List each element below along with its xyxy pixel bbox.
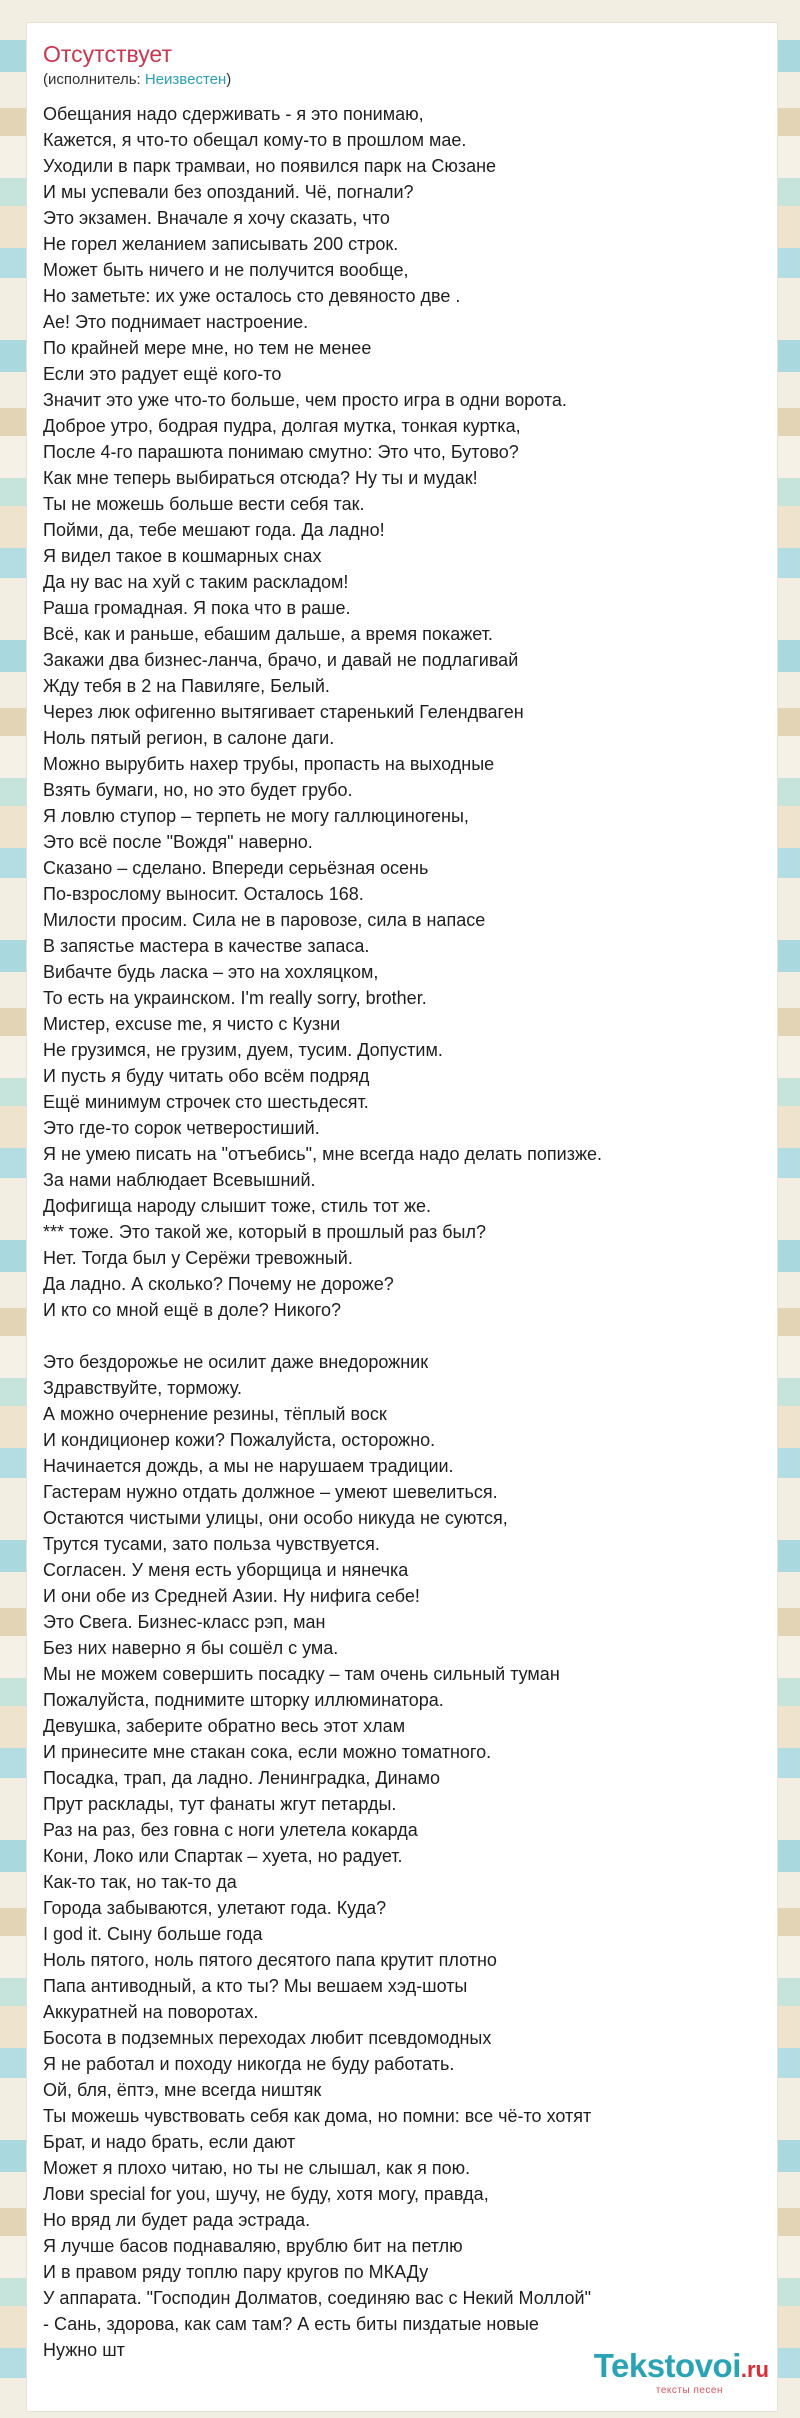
lyric-line: Брат, и надо брать, если дают [43,2132,296,2152]
lyric-line: Прут расклады, тут фанаты жгут петарды. [43,1794,397,1814]
lyric-line: Нужно шт [43,2340,125,2360]
lyric-line: Остаются чистыми улицы, они особо никуда не суются, [43,1508,508,1528]
lyric-line: Нет. Тогда был у Серёжи тревожный. [43,1248,353,1268]
logo-tld: .ru [740,2357,769,2382]
lyric-line: *** тоже. Это такой же, который в прошлый раз был? [43,1222,487,1242]
lyric-line: Папа антиводный, а кто ты? Мы вешаем хэд-шоты [43,1976,468,1996]
lyric-line: Всё, как и раньше, ебашим дальше, а время покажет. [43,624,493,644]
lyric-line: Босота в подземных переходах любит псевдомодных [43,2028,492,2048]
lyric-line: Может я плохо читаю, но ты не слышал, как я пою. [43,2158,471,2178]
lyric-line: У аппарата. "Господин Долматов, соединяю вас с Некий Моллой" [43,2288,591,2308]
lyric-line: Я не работал и походу никогда не буду работать. [43,2054,455,2074]
lyric-line: Аккуратней на поворотах. [43,2002,259,2022]
lyric-line: Дофигища народу слышит тоже, стиль тот же. [43,1196,432,1216]
lyric-line: Обещания надо сдерживать - я это понимаю, [43,104,424,124]
lyric-line: Да ну вас на хуй с таким раскладом! [43,572,349,592]
lyric-line: Это экзамен. Вначале я хочу сказать, что [43,208,390,228]
lyric-line: Уходили в парк трамваи, но появился парк на Сюзане [43,156,497,176]
lyric-line: Пойми, да, тебе мешают года. Да ладно! [43,520,385,540]
lyric-line: Значит это уже что-то больше, чем просто игра в одни ворота. [43,390,567,410]
lyric-line: Ноль пятого, ноль пятого десятого папа крутит плотно [43,1950,497,1970]
lyric-line: Это где-то сорок четверостиший. [43,1118,320,1138]
lyric-line: И принесите мне стакан сока, если можно томатного. [43,1742,492,1762]
lyric-line: То есть на украинском. I'm really sorry, brother. [43,988,427,1008]
logo-tagline: тексты песен [655,2385,723,2396]
lyric-line: Раша громадная. Я пока что в раше. [43,598,351,618]
lyric-line: И пусть я буду читать обо всём подряд [43,1066,370,1086]
lyrics-card [26,22,778,2412]
lyric-line: Города забываются, улетают года. Куда? [43,1898,387,1918]
lyric-line: И мы успевали без опозданий. Чё, погнали? [43,182,414,202]
lyric-line: Жду тебя в 2 на Павиляге, Белый. [43,676,330,696]
lyric-line: Но вряд ли будет рада эстрада. [43,2210,311,2230]
lyric-line: Я видел такое в кошмарных снах [43,546,322,566]
lyric-line: И они обе из Средней Азии. Ну нифига себе! [43,1586,420,1606]
lyric-line: Это всё после "Вождя" наверно. [43,832,313,852]
stanza [43,101,767,1323]
lyric-line: Мы не можем совершить посадку – там очень сильный туман [43,1664,560,1684]
lyric-line: В запястье мастера в качестве запаса. [43,936,370,956]
lyric-line: Здравствуйте, торможу. [43,1378,242,1398]
lyric-line: А можно очернение резины, тёплый воск [43,1404,387,1424]
lyric-line: Я ловлю ступор – терпеть не могу галлюциногены, [43,806,469,826]
lyric-line: Да ладно. А сколько? Почему не дороже? [43,1274,394,1294]
lyric-line: Это бездорожье не осилит даже внедорожник [43,1352,429,1372]
lyric-line: Ой, бля, ёптэ, мне всегда ништяк [43,2080,322,2100]
artist-line [43,70,231,90]
lyric-line: По-взрослому выносит. Осталось 168. [43,884,364,904]
lyric-line: Как мне теперь выбираться отсюда? Ну ты и мудак! [43,468,478,488]
artist-suffix: ) [226,71,232,88]
lyric-line: Через люк офигенно вытягивает старенький Гелендваген [43,702,524,722]
lyric-line: Взять бумаги, но, но это будет грубо. [43,780,353,800]
lyric-line: Я не умею писать на "отъебись", мне всегда надо делать попизже. [43,1144,603,1164]
lyric-line: Начинается дождь, а мы не нарушаем традиции. [43,1456,454,1476]
lyric-line: - Сань, здорова, как сам там? А есть биты пиздатые новые [43,2314,539,2334]
lyric-line: Ноль пятый регион, в салоне даги. [43,728,335,748]
lyrics [43,101,767,2389]
lyric-line: Можно вырубить нахер трубы, пропасть на выходные [43,754,495,774]
lyric-line: Ты не можешь больше вести себя так. [43,494,365,514]
lyric-line: Кажется, я что-то обещал кому-то в прошлом мае. [43,130,467,150]
lyric-line: Мистер, excuse me, я чисто с Кузни [43,1014,341,1034]
lyric-line: И кто со мной ещё в доле? Никого? [43,1300,342,1320]
lyric-line: Если это радует ещё кого-то [43,364,282,384]
site-logo[interactable] [594,2347,769,2397]
artist-prefix: (исполнитель: [43,71,145,88]
lyric-line: Не грузимся, не грузим, дуем, тусим. Допустим. [43,1040,443,1060]
lyric-line: Как-то так, но так-то да [43,1872,237,1892]
lyric-line: Гастерам нужно отдать должное – умеют шевелиться. [43,1482,498,1502]
lyric-line: По крайней мере мне, но тем не менее [43,338,372,358]
lyric-line: Трутся тусами, зато польза чувствуется. [43,1534,380,1554]
lyric-line: Посадка, трап, да ладно. Ленинградка, Динамо [43,1768,440,1788]
lyric-line: Сказано – сделано. Впереди серьёзная осень [43,858,429,878]
lyric-line: Ты можешь чувствовать себя как дома, но помни: все чё-то хотят [43,2106,592,2126]
lyric-line: Раз на раз, без говна с ноги улетела кокарда [43,1820,418,1840]
lyric-line: Ещё минимум строчек сто шестьдесят. [43,1092,369,1112]
lyric-line: Ае! Это поднимает настроение. [43,312,309,332]
lyric-line: Не горел желанием записывать 200 строк. [43,234,399,254]
artist-link[interactable]: Неизвестен [144,71,227,88]
lyric-line: Это Свега. Бизнес-класс рэп, ман [43,1612,326,1632]
lyric-line: Но заметьте: их уже осталось сто девяносто две . [43,286,461,306]
lyric-line: Без них наверно я бы сошёл с ума. [43,1638,339,1658]
lyric-line: За нами наблюдает Всевышний. [43,1170,316,1190]
lyric-line: Милости просим. Сила не в паровозе, сила в напасе [43,910,486,930]
lyric-line: И кондиционер кожи? Пожалуйста, осторожно. [43,1430,436,1450]
song-title: Отсутствует [43,41,172,67]
lyric-line: Пожалуйста, поднимите шторку иллюминатора. [43,1690,444,1710]
lyric-line: Согласен. У меня есть уборщица и нянечка [43,1560,409,1580]
lyric-line: Вибачте будь ласка – это на хохляцком, [43,962,379,982]
lyric-line: После 4-го парашюта понимаю смутно: Это что, Бутово? [43,442,519,462]
lyric-line: Закажи два бизнес-ланча, брачо, и давай не подлагивай [43,650,519,670]
lyric-line: Доброе утро, бодрая пудра, долгая мутка, тонкая куртка, [43,416,521,436]
lyric-line: I god it. Сыну больше года [43,1924,263,1944]
lyric-line: Кони, Локо или Спартак – хуета, но радует. [43,1846,403,1866]
lyric-line: Девушка, заберите обратно весь этот хлам [43,1716,406,1736]
stanza [43,1349,767,2363]
lyric-line: Лови special for you, шучу, не буду, хотя могу, правда, [43,2184,489,2204]
logo-name: Tekstovoi [593,2347,741,2384]
lyric-line: Я лучше басов поднаваляю, врублю бит на петлю [43,2236,463,2256]
lyric-line: Может быть ничего и не получится вообще, [43,260,409,280]
lyric-line: И в правом ряду топлю пару кругов по МКАДу [43,2262,429,2282]
